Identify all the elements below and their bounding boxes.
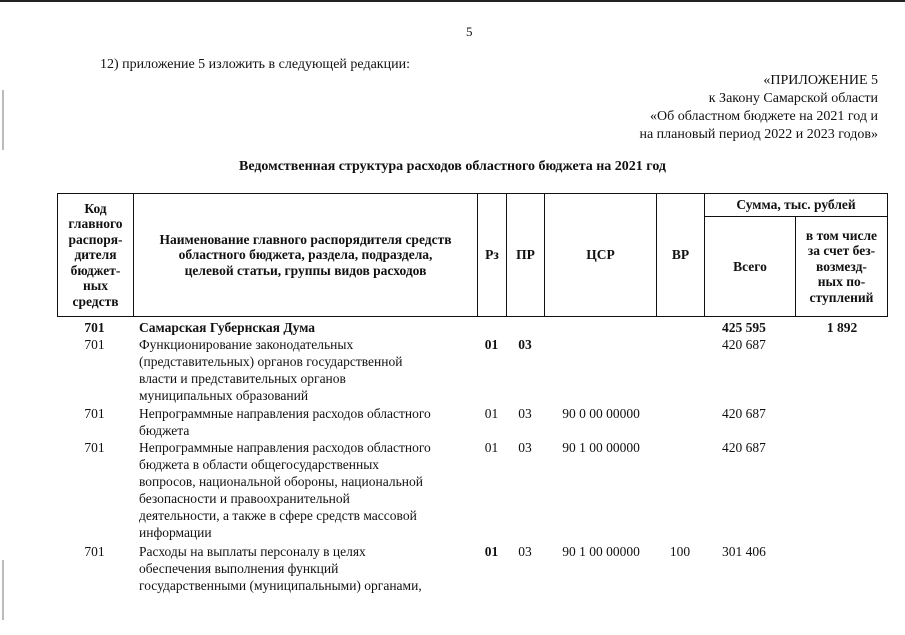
appendix-line: к Закону Самарской области [708, 91, 878, 106]
cell-name [139, 405, 477, 439]
cell-name-line: власти и представительных органов [139, 371, 346, 386]
cell-total: 425 595 [722, 320, 766, 335]
cell-name [139, 336, 477, 404]
appendix-line: на плановый период 2022 и 2023 годов» [639, 127, 878, 142]
cell-name-line: Функционирование законодательных [139, 337, 354, 352]
cell-name [139, 543, 477, 594]
header-free [796, 217, 887, 316]
appendix-line: «Об областном бюджете на 2021 год и [650, 109, 878, 124]
header-code-line: средств [72, 293, 119, 309]
cell-name-line: Расходы на выплаты персоналу в целях [139, 544, 366, 559]
cell-name-line: вопросов, национальной обороны, национальной [139, 474, 423, 489]
header-csr: ЦСР [586, 247, 615, 263]
header-code-line: главного [68, 216, 123, 232]
header-code-line: Код [84, 200, 107, 216]
header-name-line: целевой статьи, группы видов расходов [184, 262, 427, 278]
header-pr: ПР [516, 247, 535, 263]
cell-name [139, 319, 477, 336]
appendix-header [639, 72, 878, 144]
cell-name-line: Самарская Губернская Дума [139, 320, 316, 335]
cell-pr: 03 [518, 440, 532, 455]
header-total: Всего [733, 258, 767, 274]
cell-name-line: (представительных) органов государственной [139, 354, 403, 369]
header-code [58, 194, 133, 316]
table-border [57, 316, 888, 317]
document-title: Ведомственная структура расходов областного бюджета на 2021 год [238, 159, 666, 174]
header-sum: Сумма, тыс. рублей [736, 197, 856, 213]
cell-rz: 01 [484, 337, 499, 352]
header-code-line: бюджет- [70, 262, 121, 278]
cell-csr: 90 1 00 00000 [562, 440, 640, 455]
header-free-line: ступлений [809, 289, 874, 305]
cell-total: 301 406 [722, 544, 766, 559]
cell-name-line: бюджета в области общегосударственных [139, 457, 380, 472]
cell-pr: 03 [518, 544, 532, 559]
cell-code: 701 [84, 337, 105, 352]
scan-artifact [2, 90, 4, 150]
cell-name [139, 439, 477, 541]
cell-rz: 01 [484, 440, 499, 455]
scan-top-border [0, 0, 905, 2]
cell-name-line: безопасности и правоохранительной [139, 491, 350, 506]
header-code-line: распоря- [68, 231, 123, 247]
header-free-line: возмезд- [816, 258, 867, 274]
table-border [887, 193, 888, 317]
cell-pr: 03 [518, 337, 532, 352]
cell-pr: 03 [518, 406, 532, 421]
cell-csr: 90 1 00 00000 [562, 544, 640, 559]
header-code-line: дителя [74, 247, 117, 263]
cell-name-line: информации [139, 525, 212, 540]
table-header [57, 193, 888, 317]
header-name-line: Наименование главного распорядителя средств [159, 231, 452, 247]
cell-name-line: государственными (муниципальными) органами, [139, 578, 422, 593]
cell-total: 420 687 [722, 406, 766, 421]
cell-rz: 01 [484, 406, 499, 421]
cell-name-line: деятельности, а также в сфере средств массовой [139, 508, 417, 523]
cell-free: 1 892 [826, 320, 858, 335]
scan-artifact [2, 560, 4, 620]
header-code-line: ных [82, 278, 109, 294]
header-free-line: ных по- [817, 274, 866, 290]
cell-rz: 01 [484, 544, 499, 559]
cell-code: 701 [84, 544, 105, 559]
header-vr: ВР [671, 247, 690, 263]
cell-name-line: бюджета [139, 423, 190, 438]
header-free-line: за счет без- [807, 243, 876, 259]
cell-total: 420 687 [722, 337, 766, 352]
cell-name-line: муниципальных образований [139, 388, 309, 403]
cell-name-line: Непрограммные направления расходов областного [139, 406, 431, 421]
header-name-line: областного бюджета, раздела, подраздела, [178, 247, 433, 263]
cell-code: 701 [84, 320, 105, 335]
page-number: 5 [466, 24, 473, 39]
cell-code: 701 [84, 406, 105, 421]
cell-code: 701 [84, 440, 105, 455]
cell-name-line: Непрограммные направления расходов областного [139, 440, 431, 455]
cell-name-line: обеспечения выполнения функций [139, 561, 339, 576]
appendix-line: «ПРИЛОЖЕНИЕ 5 [763, 73, 878, 88]
cell-vr: 100 [669, 544, 691, 559]
cell-total: 420 687 [722, 440, 766, 455]
intro-text: 12) приложение 5 изложить в следующей редакции: [100, 57, 410, 72]
header-name [134, 194, 477, 316]
header-free-line: в том числе [805, 227, 878, 243]
header-rz: Рз [485, 247, 499, 263]
cell-csr: 90 0 00 00000 [562, 406, 640, 421]
